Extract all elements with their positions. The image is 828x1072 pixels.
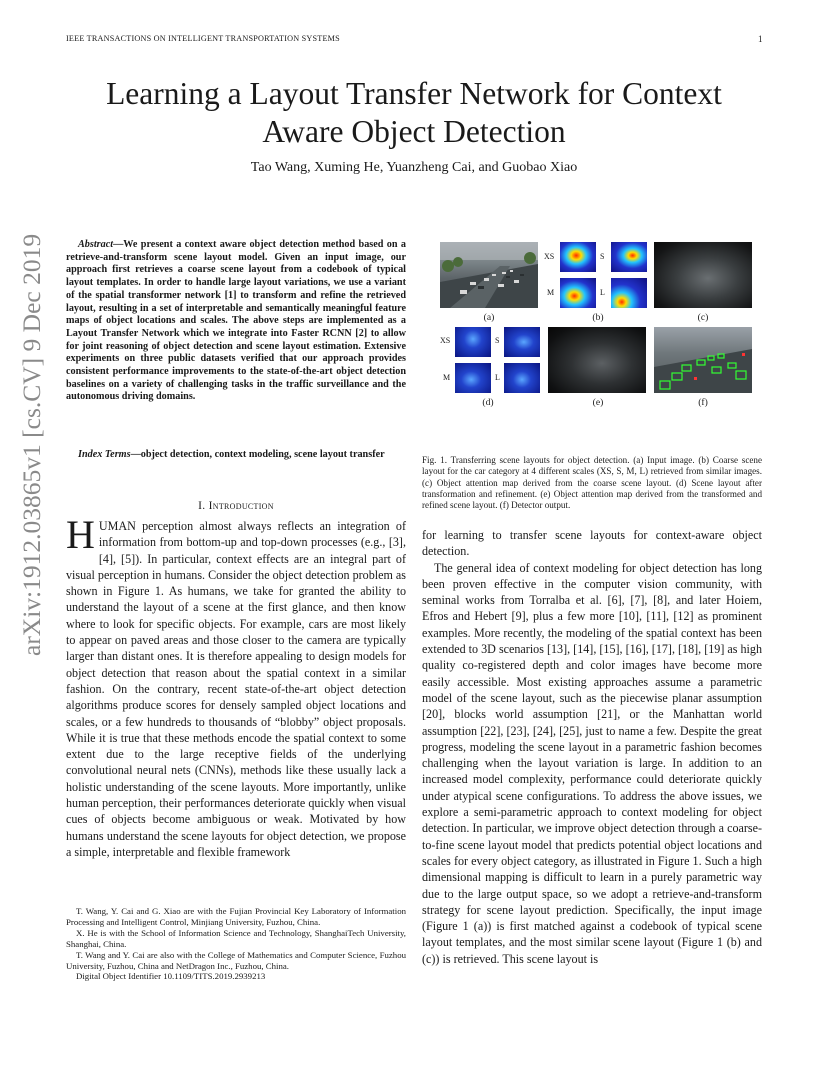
panel-d-xs-heatmap [455, 327, 491, 357]
label-a: (a) [483, 312, 495, 323]
panel-b-xs-heatmap [560, 242, 596, 272]
panel-b-l-heatmap [611, 278, 647, 308]
figure-caption: Fig. 1. Transferring scene layouts for object detection. (a) Input image. (b) Coarse scene layout for the car category at 4 different scales (XS, S, M, L) retrieved from similar images. (c) Object attention map derived from the coarse scene layout. (d) Scene layout after transformation and refinement. (e) Object attention map derived from the transformed and refined scene layout. (f) Detector output. [422, 455, 762, 511]
label-c: (c) [697, 312, 709, 323]
panel-b-m-heatmap [560, 278, 596, 308]
right-paragraph-2: The general idea of context modeling for object detection has long been proven effective in the computer vision community, with seminal works from Torralba et al. [6], [7], [8], and later Hoiem, Efros and Hebert [9], plus a few more [10], [11], [12] as prominent examples. More recently, the modeling of the spatial context has been extended to 3D scenarios [13], [14], [15], [16], [17], [18], [19] as high quality co-registered depth and color images have become more easily accessible. Most existing approaches assume a parametric model of the scene layout, such as the piecewise planar assumption [20], blocks world assumption [21], or the Manhattan world assumption [22], [23], [24], [25], just to name a few. Despite the great progress, modeling the scene layout in a parametric fashion becomes challenging when the layout variation is large. In addition to an increased model complexity, performance could deteriorate quickly under atypical scene configurations. To address the above issues, we explore a semi-parametric approach to context modeling for object detection. In particular, we improve object detection through a coarse-to-fine scene layout model that predicts potential object locations and scales for every object category, as illustrated in Figure 1. Such a high dimensional mapping is difficult to learn in a purely parametric way due to the large output space, so we adopt a retrieve-and-transform strategy for scene layout prediction. Specifically, the input image (Figure 1 (a)) is first matched against a codebook of typical scene layout templates, and the most similar scene layout (Figure 1 (b) and (c)) is retrieved. This scene layout is [422, 560, 762, 966]
right-column-body [422, 527, 762, 967]
footnote-1: T. Wang, Y. Cai and G. Xiao are with the Fujian Provincial Key Laboratory of Information Processing and Intelligent Control, Minjiang University, Fuzhou, China. [66, 906, 406, 927]
running-header: IEEE TRANSACTIONS ON INTELLIGENT TRANSPORTATION SYSTEMS [66, 34, 340, 43]
abstract-lead: Abstract [78, 239, 114, 250]
paper-title [60, 75, 768, 151]
index-terms-lead: Index Terms [78, 449, 131, 460]
scale-label-m-d: M [443, 373, 451, 382]
introduction-body [66, 512, 406, 860]
panel-d-l-heatmap [504, 363, 540, 393]
author-list: Tao Wang, Xuming He, Yuanzheng Cai, and Guobao Xiao [250, 160, 578, 175]
scale-label-s-d: S [495, 336, 500, 345]
panel-b-s-heatmap [611, 242, 647, 272]
panel-d-s-heatmap [504, 327, 540, 357]
page-number: 1 [758, 34, 763, 44]
title-line-2: Aware Object Detection [262, 114, 566, 149]
label-f: (f) [698, 397, 708, 408]
footnote-doi: Digital Object Identifier 10.1109/TITS.2019.2939213 [76, 971, 266, 982]
index-terms-text: —object detection, context modeling, scene layout transfer [130, 449, 385, 460]
scale-label-l-d: L [495, 373, 500, 382]
intro-text: UMAN perception almost always reflects an integration of information from bottom-up and top-down processes (e.g., [3], [4], [5]). In particular, context effects are an integral part of visual perception in humans. Consider the object detection problem as shown in Figure 1. As humans, we take for granted the ability to understand the layout of a scene at the first glance, and then know where to look for specific objects. For example, cars are most likely to appear on paved areas and those closer to the camera are typically larger than distant ones. It is therefore appealing to design models for object detection that reason about the spatial context in a similar fashion. On the contrary, recent state-of-the-art object detection algorithms produce scores for densely sampled object locations and scales, or a few hundreds to thousands of “blobby” object proposals. While it is true that these methods encode the spatial context to some extent due to the large receptive fields of the underlying convolutional neural nets (CNNs), methods like these usually lack a holistic understanding of the scene layouts. More importantly, unlike human perception, their performances deteriorate quickly when visual cues of objects become ambiguous or weak. Motivated by how humans understand the scene layouts for object detection, we propose a simple, interpretable and flexible framework [66, 519, 406, 859]
footnote-3: T. Wang and Y. Cai are also with the College of Mathematics and Computer Science, Fuzhou University, Fuzhou, China and NetDragon Inc., Fuzhou, China. [66, 949, 406, 971]
footnotes [66, 905, 406, 982]
scale-label-l: L [600, 288, 605, 297]
label-e: (e) [592, 397, 604, 408]
arxiv-stamp [8, 36, 48, 756]
panel-e-refined-attention [548, 327, 646, 393]
scale-label-xs-d: XS [440, 336, 451, 345]
index-terms [66, 449, 406, 462]
abstract [66, 239, 406, 404]
abstract-text: —We present a context aware object detection method based on a retrieve-and-transform scene layout model. Given an input image, our approach first retrieves a coarse scene layout from a codebook of typical layout templates. In order to handle large layout variations, we use a variant of the spatial transformer network [1] to transform and refine the retrieved layout, resulting in a set of interpretable and semantically meaningful feature maps of object locations and scales. The above steps are implemented as a Layout Transfer Network which we integrate into Faster RCNN [2] to allow for joint reasoning of object detection and scene layout estimation. Extensive experiments on three public datasets verified that our approach provides consistent performance improvements to the state-of-the-art object detection baselines on a variety of challenging tasks in the traffic surveillance and the autonomous driving domains. [66, 239, 406, 403]
footnote-2: X. He is with the School of Information Science and Technology, ShanghaiTech University, Shanghai, China. [66, 927, 406, 949]
scale-label-m: M [547, 288, 555, 297]
label-d: (d) [482, 397, 494, 408]
panel-d-m-heatmap [455, 363, 491, 393]
figure-1 [418, 236, 768, 414]
panel-f-detector-output [654, 327, 752, 393]
scale-label-xs: XS [544, 252, 555, 261]
drop-cap: H [66, 512, 95, 557]
panel-a-input-image [440, 242, 538, 308]
arxiv-stamp-text: arXiv:1912.03865v1 [cs.CV] 9 Dec 2019 [17, 233, 46, 656]
title-line-1: Learning a Layout Transfer Network for Context [106, 76, 722, 111]
scale-label-s: S [600, 252, 605, 261]
right-paragraph-1: for learning to transfer scene layouts for context-aware object detection. [422, 528, 762, 559]
section-heading: I. Introduction [198, 500, 274, 512]
panel-c-attention-map [654, 242, 752, 308]
label-b: (b) [592, 312, 604, 323]
